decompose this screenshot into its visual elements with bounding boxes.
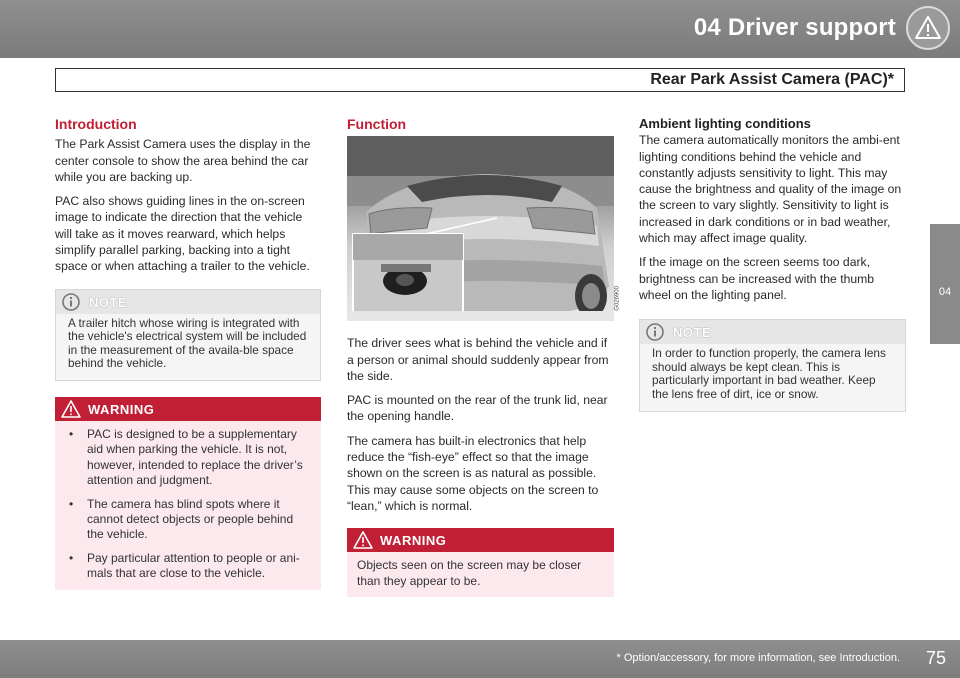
column-introduction [55, 116, 321, 590]
note-header [640, 320, 905, 344]
warning-triangle-icon [906, 6, 950, 50]
warning-label: WARNING [380, 533, 447, 549]
ambient-paragraph: The camera automatically monitors the ambi-ent lighting conditions behind the vehicle and constantly adjusts sensitivity to light. This may cause the brightness and quality of the image on the screen to vary slightly. Sensitivity to light is increased in dark conditions or in bad weather, which may affect image quality. [639, 133, 902, 246]
side-tab-label: 04 [938, 286, 952, 298]
warning-bullet: • The camera has blind spots where it cannot detect objects or people behind the vehicle. [65, 497, 309, 543]
warning-icon [61, 400, 81, 418]
warning-box [55, 397, 321, 590]
section-title: Rear Park Assist Camera (PAC)* [650, 71, 894, 88]
function-paragraph: PAC is mounted on the rear of the trunk lid, near the opening handle. [347, 393, 608, 424]
note-label: NOTE [89, 294, 128, 310]
ambient-lighting-heading: Ambient lighting conditions [639, 116, 811, 131]
footnote: * Option/accessory, for more information, see Introduction. [616, 652, 900, 664]
warning-header [347, 528, 614, 552]
car-rear-illustration [347, 136, 614, 321]
chapter-header [0, 0, 960, 58]
intro-paragraph: The Park Assist Camera uses the display in the center console to show the area behind the car while you are backing up. [55, 137, 311, 184]
function-paragraph: The camera has built-in electronics that help reduce the “fish-eye” effect so that the image shown on the screen is as natural as possible. This may cause some objects on the screen to “lean,” which is normal. [347, 433, 599, 513]
function-paragraph: The driver sees what is behind the vehicle and if a person or animal should suddenly appear from the side. [347, 336, 609, 383]
warning-header [55, 397, 321, 421]
chapter-side-tab [930, 224, 960, 344]
car-rear-camera-photo [347, 136, 621, 321]
note-label: NOTE [673, 325, 712, 341]
chapter-title: 04 Driver support [693, 14, 896, 41]
note-header [56, 290, 320, 314]
warning-label: WARNING [88, 402, 155, 418]
intro-paragraph: PAC also shows guiding lines in the on-screen image to indicate the direction that the vehicle will take as it moves rearward, which helps simplify parallel parking, backing into a tight space or when attaching a trailer to the vehicle. [55, 194, 310, 274]
image-code: G026900 [615, 286, 621, 311]
introduction-heading: Introduction [55, 116, 137, 132]
warning-icon [353, 531, 373, 549]
function-heading: Function [347, 116, 407, 132]
section-title-bar [55, 68, 905, 92]
note-box [55, 289, 321, 381]
note-text: A trailer hitch whose wiring is integrated with the vehicle's electrical system will be included in the measurement of the availa-ble space behind the vehicle. [68, 315, 307, 371]
note-box [639, 319, 906, 411]
page-number: 75 [925, 648, 946, 668]
warning-bullet: • Pay particular attention to people or ani-mals that are close to the vehicle. [65, 551, 309, 582]
info-icon [646, 323, 664, 341]
warning-text: Objects seen on the screen may be closer than they appear to be. [357, 558, 582, 588]
warning-bullet: • PAC is designed to be a supplementary aid when parking the vehicle. It is not, however, intended to replace the driver’s attention and judgment. [65, 427, 309, 489]
ambient-paragraph: If the image on the screen seems too dark, brightness can be increased with the thumb wheel on the lighting panel. [639, 255, 875, 302]
warning-box [347, 528, 614, 597]
page-footer [0, 640, 960, 678]
note-text: In order to function properly, the camera lens should always be kept clean. This is particularly important in bad weather. Keep the lens free of dirt, ice or snow. [652, 346, 886, 402]
info-icon [62, 293, 80, 311]
warning-bullets [55, 421, 321, 590]
column-function [347, 116, 621, 597]
column-ambient-lighting [639, 116, 906, 412]
